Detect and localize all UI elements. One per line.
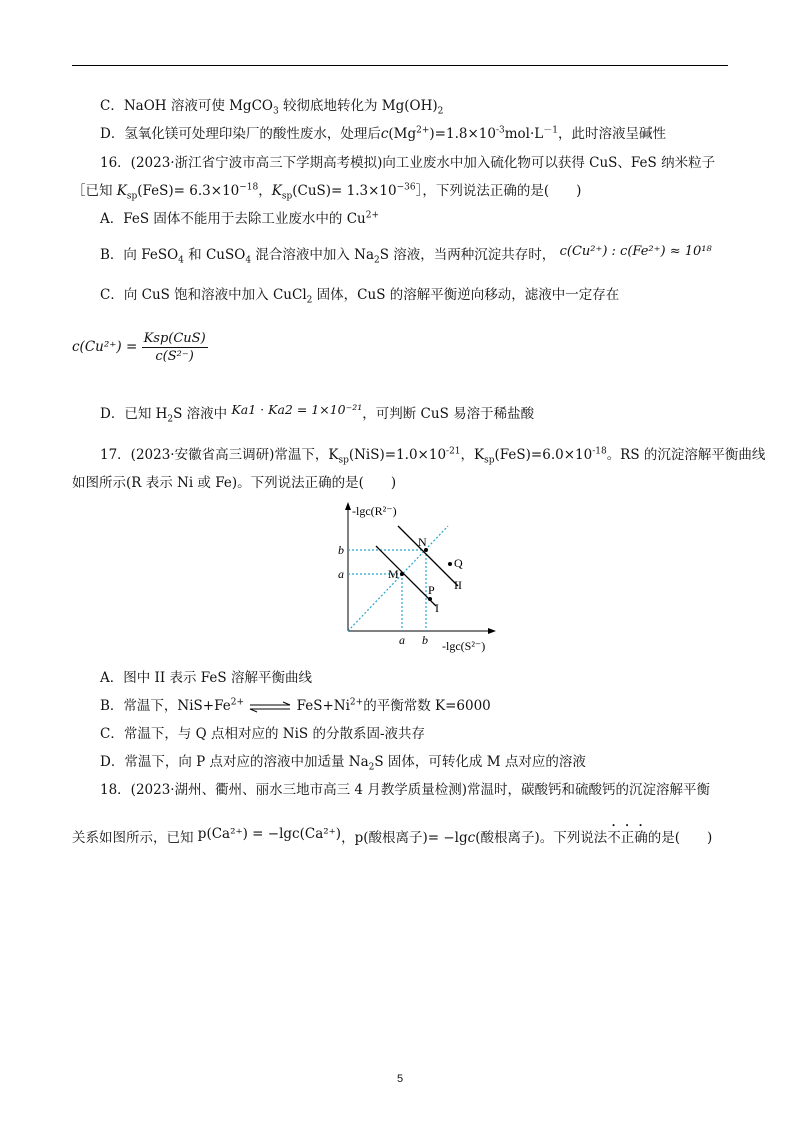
q16-d-a: D．已知 H <box>100 406 168 422</box>
q16-d-s: 2 <box>167 414 174 425</box>
q17-d-s: 2 <box>368 762 375 773</box>
q16-s2-c: ， <box>258 183 272 199</box>
x-tick-a: a <box>399 633 405 647</box>
q15-d-sup2: -3 <box>495 125 505 136</box>
q15-d-text: D．氢氧化镁可处理印染厂的酸性废水，处理后 <box>100 126 381 142</box>
formula-lhs: c(Cu²⁺) = <box>72 339 138 355</box>
q17-b-b: FeS+Ni <box>296 698 350 714</box>
q16-s2-d: (CuS)= 1.3×10 <box>292 183 397 199</box>
page-number: 5 <box>396 1073 404 1085</box>
q17-option-b <box>100 697 491 715</box>
q16-stem-line2 <box>72 182 581 200</box>
q18-s2-d: (酸根离子)。下列说法 <box>475 830 608 846</box>
q17-s1-s2: sp <box>484 455 495 466</box>
q18-s2-e: 的是( ) <box>647 830 713 846</box>
q16-d-b: S 溶液中 <box>173 406 232 422</box>
q16-b-b: 和 CuSO <box>183 247 246 263</box>
q15-c-text2: 较彻底地转化为 Mg(OH) <box>278 98 438 114</box>
q17-s1-a: 17．(2023·安徽省高三调研)常温下，K <box>100 447 339 463</box>
x-tick-b: b <box>422 633 428 647</box>
q16-s2-e2: −36 <box>396 182 416 193</box>
q16-b-s3: 2 <box>374 255 380 266</box>
q16-s2-b: (FeS)= 6.3×10 <box>137 183 240 199</box>
y-tick-b: b <box>338 543 344 557</box>
q16-s2-sp1: sp <box>126 191 138 202</box>
y-tick-a: a <box>338 567 344 581</box>
q15-d-sup3: －1 <box>543 125 558 136</box>
q15-c-sub1: 3 <box>272 106 279 117</box>
label-N: N <box>418 535 427 549</box>
q18-s2-a: 关系如图所示，已知 <box>72 830 198 846</box>
q17-stem-line1 <box>100 446 765 464</box>
q16-option-a <box>100 210 379 228</box>
q17-s1-e1: -21 <box>446 446 461 457</box>
label-P: P <box>428 583 435 597</box>
label-Q: Q <box>454 556 463 570</box>
q18-s2-equation: p(Ca²⁺) = −lgc(Ca²⁺) <box>197 826 342 842</box>
label-II: II <box>454 578 462 592</box>
q16-s2-a: ［已知 <box>72 183 117 199</box>
y-axis-label: -lgc(R²⁻) <box>352 504 397 518</box>
q16-b-equation: c(Cu²⁺) : c(Fe²⁺) ≈ 10¹⁸ <box>559 244 712 259</box>
q15-d-unit: mol·L <box>504 126 544 142</box>
q17-stem-line2: 如图所示(R 表示 Ni 或 Fe)。下列说法正确的是( ) <box>72 475 397 491</box>
q16-a-text: A．FeS 固体不能用于去除工业废水中的 Cu <box>100 211 366 227</box>
formula-denominator: c(S²⁻) <box>155 349 194 364</box>
q16-option-c <box>100 286 619 304</box>
x-axis-arrow <box>488 628 496 634</box>
x-axis-label: -lgc(S²⁻) <box>442 639 486 653</box>
q18-stem-line1: 18．(2023·湖州、衢州、丽水三地市高三 4 月教学质量检测)常温时，碳酸钙和硫酸钙的沉淀溶解平衡 <box>100 782 711 798</box>
q17-b-sup1: 2+ <box>230 697 245 708</box>
q17-option-d <box>100 753 586 771</box>
q17-b-a: B．常温下，NiS+Fe <box>100 698 231 714</box>
q17-figure <box>320 498 500 653</box>
q16-b-c: 混合溶液中加入 Na <box>251 247 375 263</box>
equilibrium-arrow-icon <box>248 701 292 713</box>
q16-b-a: B．向 FeSO <box>100 247 179 263</box>
q16-s2-k2: K <box>271 183 282 199</box>
header-rule <box>72 65 728 66</box>
q16-c-formula <box>72 330 208 365</box>
q18-stem-line2 <box>72 822 712 847</box>
y-axis-arrow <box>345 502 351 510</box>
q17-b-c: 的平衡常数 K=6000 <box>363 698 491 714</box>
q17-s1-b: (NiS)=1.0×10 <box>348 447 447 463</box>
q16-b-d: S 溶液，当两种沉淀共存时， <box>379 247 556 263</box>
q16-b-s1: 4 <box>178 255 184 266</box>
q16-c-b: 固体，CuS 的溶解平衡逆向移动，滤液中一定存在 <box>312 287 620 303</box>
q16-a-sup: 2+ <box>365 210 380 221</box>
label-M: M <box>388 567 399 581</box>
q15-option-d <box>100 125 666 143</box>
q16-stem-line1: 16．(2023·浙江省宁波市高三下学期高考模拟)向工业废水中加入硫化物可以获得 CuS、FeS 纳米粒子 <box>100 155 716 171</box>
q16-c-s: 2 <box>306 295 313 306</box>
q16-d-equation: Ka1 · Ka2 = 1×10⁻²¹ <box>231 402 363 417</box>
q17-b-sup2: 2+ <box>349 697 364 708</box>
q16-s2-e1: −18 <box>239 182 259 193</box>
point-Q <box>448 562 452 566</box>
q15-d-val: )=1.8×10 <box>429 126 496 142</box>
q15-d-c: c <box>380 126 389 142</box>
q18-s2-c: c <box>467 830 476 846</box>
q16-s2-k1: K <box>116 183 127 199</box>
q15-d-post: ，此时溶液呈碱性 <box>557 126 666 142</box>
formula-numerator: Ksp(CuS) <box>143 331 206 346</box>
q16-option-b <box>100 246 712 265</box>
q15-d-mg: (Mg <box>388 126 417 142</box>
q15-c-sub2: 2 <box>437 106 444 117</box>
q17-d-a: D．常温下，向 P 点对应的溶液中加适量 Na <box>100 754 369 770</box>
q17-d-b: S 固体，可转化成 M 点对应的溶液 <box>374 754 586 770</box>
label-I: I <box>435 601 439 615</box>
q17-s1-c: ，K <box>460 447 485 463</box>
q15-c-text: C．NaOH 溶液可使 MgCO <box>100 98 273 114</box>
q16-d-c: ，可判断 CuS 易溶于稀盐酸 <box>362 406 535 422</box>
q16-option-d <box>100 402 535 425</box>
q18-s2-b: ，p(酸根离子)= −lg <box>341 830 468 846</box>
q16-s2-e: ］，下列说法正确的是( ) <box>415 183 582 199</box>
q17-option-a: A．图中 II 表示 FeS 溶解平衡曲线 <box>100 670 312 686</box>
q17-s1-e2: -18 <box>592 446 607 457</box>
q18-s2-emphasis: 不正确 <box>607 830 648 846</box>
q15-d-sup1: 2+ <box>416 125 430 136</box>
q16-s2-sp2: sp <box>281 191 293 202</box>
formula-fraction <box>142 330 208 365</box>
q16-c-a: C．向 CuS 饱和溶液中加入 CuCl <box>100 287 307 303</box>
point-M <box>400 572 404 576</box>
q16-b-s2: 4 <box>245 255 252 266</box>
q17-s1-s1: sp <box>338 455 349 466</box>
point-P <box>428 597 432 601</box>
q17-s1-e: 。RS 的沉淀溶解平衡曲线 <box>606 447 766 463</box>
q15-option-c <box>100 97 443 115</box>
q17-s1-d: (FeS)=6.0×10 <box>494 447 593 463</box>
q17-option-c: C．常温下，与 Q 点相对应的 NiS 的分散系固-液共存 <box>100 726 426 742</box>
